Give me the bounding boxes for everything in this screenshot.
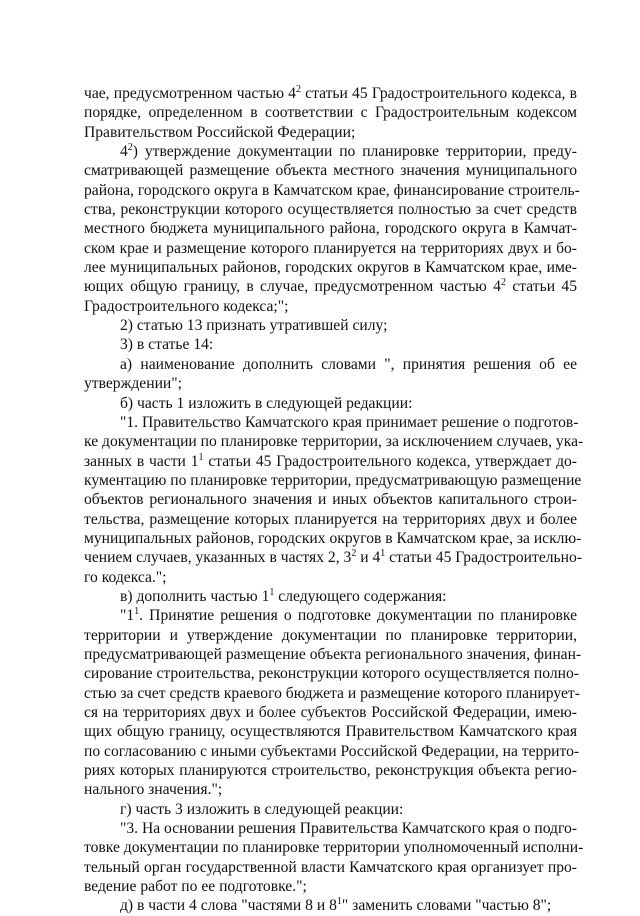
text-line: порядке, определенном в соответствии с Градостроительным кодексом <box>84 104 577 122</box>
text-line: ке документации по планировке территории, за исключением случаев, ука- <box>84 433 584 451</box>
text-line: г) часть 3 изложить в следующей реакции: <box>120 800 404 818</box>
text-line: объектов регионального значения и иных объектов капитального строи- <box>84 491 577 509</box>
text-line: занных в части $1^1$ статьи 45 Градостроительного кодекса, утверждает до- <box>84 451 577 470</box>
text-line: предусматривающей размещение объекта регионального значения, финан- <box>84 645 582 663</box>
text-line: "$1^1$. Принятие решения о подготовке документации по планировке <box>120 606 577 625</box>
text-line: товке документации по планировке территории уполномоченный исполни- <box>84 839 584 857</box>
text-line: территории и утверждение документации по планировке территории, <box>84 626 577 644</box>
text-line: чае, предусмотренном частью $4^2$ статьи 45 Градостроительного кодекса, в <box>84 84 577 102</box>
text-line: по согласованию с иными субъектами Российской Федерации, на террито- <box>84 742 580 760</box>
text-line: б) часть 1 изложить в следующей редакции: <box>120 394 413 412</box>
text-line: ющих общую границу, в случае, предусмотренном частью $4^2$ статьи 45 <box>84 277 577 296</box>
text-line: чением случаев, указанных в частях 2, $3^2$ и $4^1$ статьи 45 Градостроительно- <box>84 548 582 567</box>
text-line: в) дополнить частью $1^1$ следующего содержания: <box>120 586 447 605</box>
document-body <box>84 84 584 916</box>
text-line: ства, реконструкции которого осуществляется полностью за счет средств <box>84 201 577 219</box>
text-line: а) наименование дополнить словами ", принятия решения об ее <box>120 355 577 373</box>
text-line: местного бюджета муниципального района, городского округа в Камчат- <box>84 220 577 238</box>
text-line: района, городского округа в Камчатском крае, финансирование строитель- <box>84 181 580 199</box>
text-line: $4^2$) утверждение документации по планировке территории, преду- <box>120 142 577 161</box>
text-line: ведение работ по ее подготовке."; <box>84 878 307 896</box>
text-line: ся на территориях двух и более субъектов Российской Федерации, имею- <box>84 704 577 721</box>
document-page <box>84 84 584 916</box>
text-line: Правительством Российской Федерации; <box>84 123 356 141</box>
text-line: муниципальных районов, городских округов в Камчатском крае, за исклю- <box>84 529 582 547</box>
text-line: риях которых планируются строительство, реконструкция объекта регио- <box>84 762 577 780</box>
text-line: д) в части 4 слова "частями 8 и $8^1$" заменить словами "частью 8"; <box>120 896 552 915</box>
text-line: утверждении"; <box>84 375 182 393</box>
text-line: Градостроительного кодекса;"; <box>84 297 289 315</box>
text-line: "1. Правительство Камчатского края принимает решение о подготов- <box>120 413 579 431</box>
text-line: кументацию по планировке территории, предусматривающую размещение <box>84 471 582 489</box>
text-line: 3) в статье 14: <box>120 336 214 354</box>
text-line: "3. На основании решения Правительства Камчатского края о подго- <box>120 820 577 838</box>
text-line: го кодекса."; <box>84 568 167 586</box>
text-line: 2) статью 13 признать утратившей силу; <box>120 317 388 335</box>
text-line: тельный орган государственной власти Камчатского края организует про- <box>84 858 577 876</box>
text-line: щих общую границу, осуществляются Правительством Камчатского края <box>84 723 577 741</box>
text-line: стью за счет средств краевого бюджета и размещение которого планирует- <box>84 684 580 702</box>
text-line: ском крае и размещение которого планируется на территориях двух и бо- <box>84 239 577 257</box>
text-line: тельства, размещение которых планируется на территориях двух и более <box>84 510 577 528</box>
text-line: сматривающей размещение объекта местного значения муниципального <box>84 162 577 180</box>
text-line: лее муниципальных районов, городских округов в Камчатском крае, име- <box>84 259 577 277</box>
text-line: нального значения."; <box>84 781 223 799</box>
text-line: сирование строительства, реконструкции которого осуществляется полно- <box>84 665 579 683</box>
